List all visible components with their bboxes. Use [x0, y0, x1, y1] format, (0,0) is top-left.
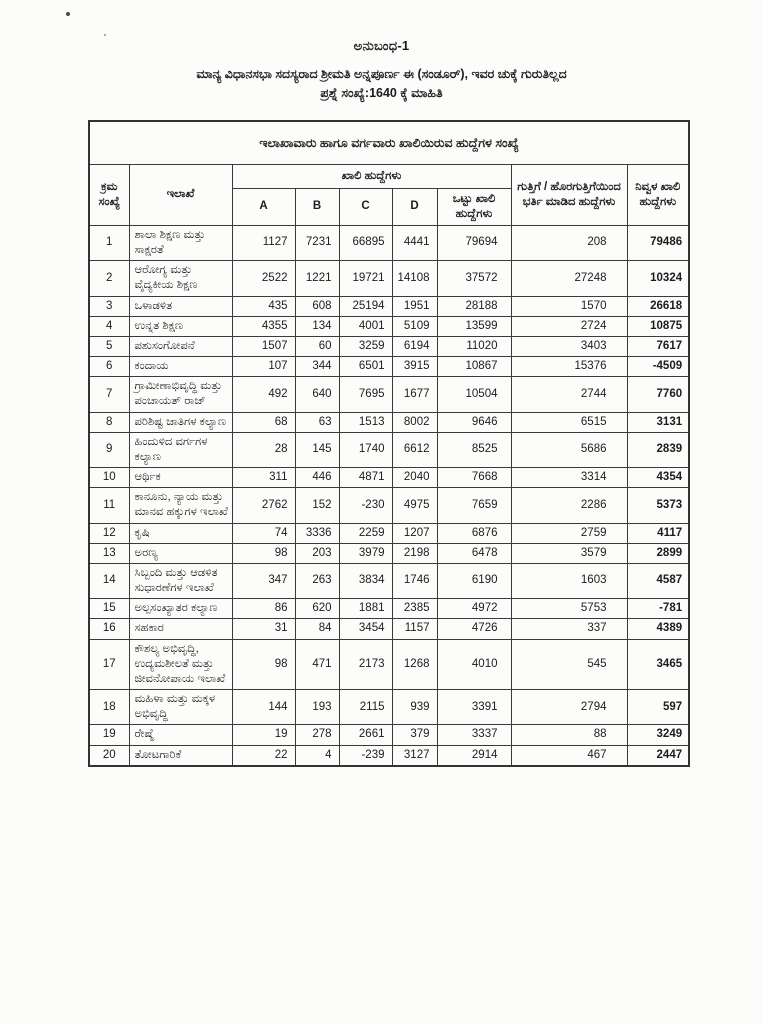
cell-total-vacant: 8525	[437, 432, 511, 467]
cell-group-d: 2385	[392, 599, 437, 619]
cell-group-b: 1221	[295, 261, 339, 296]
cell-contract-filled: 337	[511, 619, 627, 639]
cell-group-c: 3454	[339, 619, 392, 639]
cell-group-c: 1881	[339, 599, 392, 619]
cell-department: ಕೃಷಿ	[129, 523, 232, 543]
table-row	[89, 488, 689, 523]
cell-total-vacant: 4010	[437, 639, 511, 690]
cell-group-b: 152	[295, 488, 339, 523]
cell-group-d: 939	[392, 690, 437, 725]
cell-serial: 5	[89, 336, 129, 356]
cell-group-d: 1268	[392, 639, 437, 690]
cell-group-b: 134	[295, 316, 339, 336]
cell-net-vacant: 4354	[627, 468, 689, 488]
cell-contract-filled: 3579	[511, 543, 627, 563]
cell-group-b: 63	[295, 412, 339, 432]
cell-group-c: -239	[339, 745, 392, 766]
vacancy-table-container	[88, 120, 763, 767]
cell-group-c: 2115	[339, 690, 392, 725]
cell-group-b: 4	[295, 745, 339, 766]
table-row	[89, 725, 689, 745]
table-row	[89, 225, 689, 260]
cell-group-a: 1127	[232, 225, 295, 260]
cell-group-b: 263	[295, 563, 339, 598]
cell-contract-filled: 5753	[511, 599, 627, 619]
cell-department: ಕಂದಾಯ	[129, 357, 232, 377]
cell-net-vacant: -4509	[627, 357, 689, 377]
table-row	[89, 296, 689, 316]
cell-group-c: 4001	[339, 316, 392, 336]
cell-group-a: 311	[232, 468, 295, 488]
cell-group-b: 640	[295, 377, 339, 412]
cell-net-vacant: 3249	[627, 725, 689, 745]
cell-net-vacant: 2447	[627, 745, 689, 766]
cell-serial: 12	[89, 523, 129, 543]
cell-department: ಅಲ್ಪಸಂಖ್ಯಾತರ ಕಲ್ಯಾಣ	[129, 599, 232, 619]
cell-department: ಆರೋಗ್ಯ ಮತ್ತು ವೈದ್ಯಕೀಯ ಶಿಕ್ಷಣ	[129, 261, 232, 296]
cell-group-a: 28	[232, 432, 295, 467]
header-serial: ಕ್ರಮ ಸಂಖ್ಯೆ	[89, 165, 129, 226]
cell-net-vacant: 2899	[627, 543, 689, 563]
cell-group-b: 145	[295, 432, 339, 467]
cell-contract-filled: 467	[511, 745, 627, 766]
cell-department: ಹಿಂದುಳಿದ ವರ್ಗಗಳ ಕಲ್ಯಾಣ	[129, 432, 232, 467]
cell-group-a: 435	[232, 296, 295, 316]
cell-total-vacant: 28188	[437, 296, 511, 316]
cell-total-vacant: 11020	[437, 336, 511, 356]
cell-total-vacant: 10504	[437, 377, 511, 412]
table-row	[89, 563, 689, 598]
cell-contract-filled: 2759	[511, 523, 627, 543]
cell-group-a: 74	[232, 523, 295, 543]
table-caption: ಇಲಾಖಾವಾರು ಹಾಗೂ ವರ್ಗವಾರು ಖಾಲಿಯಿರುವ ಹುದ್ದೆಗಳ ಸಂಖ್ಯೆ	[89, 121, 689, 165]
cell-contract-filled: 2744	[511, 377, 627, 412]
cell-total-vacant: 4726	[437, 619, 511, 639]
cell-department: ಮಹಿಳಾ ಮತ್ತು ಮಕ್ಕಳ ಅಭಿವೃದ್ಧಿ	[129, 690, 232, 725]
cell-serial: 10	[89, 468, 129, 488]
cell-contract-filled: 2794	[511, 690, 627, 725]
cell-total-vacant: 37572	[437, 261, 511, 296]
cell-serial: 19	[89, 725, 129, 745]
table-row	[89, 336, 689, 356]
table-row	[89, 523, 689, 543]
cell-group-d: 2198	[392, 543, 437, 563]
cell-contract-filled: 5686	[511, 432, 627, 467]
cell-serial: 9	[89, 432, 129, 467]
table-row	[89, 745, 689, 766]
table-row	[89, 261, 689, 296]
cell-department: ಪರಿಶಿಷ್ಟ ಜಾತಿಗಳ ಕಲ್ಯಾಣ	[129, 412, 232, 432]
cell-group-d: 6194	[392, 336, 437, 356]
cell-group-d: 1746	[392, 563, 437, 598]
cell-net-vacant: 7760	[627, 377, 689, 412]
cell-serial: 20	[89, 745, 129, 766]
cell-group-a: 86	[232, 599, 295, 619]
cell-net-vacant: 597	[627, 690, 689, 725]
cell-serial: 6	[89, 357, 129, 377]
cell-group-b: 60	[295, 336, 339, 356]
cell-net-vacant: 4587	[627, 563, 689, 598]
cell-group-c: 19721	[339, 261, 392, 296]
cell-net-vacant: -781	[627, 599, 689, 619]
cell-contract-filled: 3403	[511, 336, 627, 356]
cell-group-d: 3127	[392, 745, 437, 766]
cell-group-a: 1507	[232, 336, 295, 356]
cell-serial: 18	[89, 690, 129, 725]
cell-net-vacant: 7617	[627, 336, 689, 356]
cell-department: ಕೌಶಲ್ಯ ಅಭಿವೃದ್ಧಿ, ಉದ್ಯಮಶೀಲತೆ ಮತ್ತು ಜೀವನೋಪಾಯ ಇಲಾಖೆ	[129, 639, 232, 690]
cell-group-b: 608	[295, 296, 339, 316]
table-caption-row	[89, 121, 689, 165]
cell-group-c: 2173	[339, 639, 392, 690]
cell-contract-filled: 2286	[511, 488, 627, 523]
cell-group-b: 278	[295, 725, 339, 745]
cell-group-c: 25194	[339, 296, 392, 316]
table-row	[89, 543, 689, 563]
subtitle-line-1: ಮಾನ್ಯ ವಿಧಾನಸಭಾ ಸದಸ್ಯರಾದ ಶ್ರೀಮತಿ ಅನ್ನಪೂರ್ಣ ಈ (ಸಂಡೂರ್), ಇವರ ಚುಕ್ಕೆ ಗುರುತಿಲ್ಲದ	[196, 67, 567, 81]
cell-department: ರೇಷ್ಮೆ	[129, 725, 232, 745]
table-row	[89, 619, 689, 639]
cell-group-b: 471	[295, 639, 339, 690]
cell-serial: 11	[89, 488, 129, 523]
header-vacant-group: ಖಾಲಿ ಹುದ್ದೆಗಳು	[232, 165, 511, 189]
cell-group-a: 2522	[232, 261, 295, 296]
cell-net-vacant: 10875	[627, 316, 689, 336]
cell-group-d: 1951	[392, 296, 437, 316]
cell-group-a: 2762	[232, 488, 295, 523]
cell-net-vacant: 4117	[627, 523, 689, 543]
cell-total-vacant: 7668	[437, 468, 511, 488]
header-department: ಇಲಾಖೆ	[129, 165, 232, 226]
cell-department: ತೋಟಗಾರಿಕೆ	[129, 745, 232, 766]
cell-net-vacant: 10324	[627, 261, 689, 296]
cell-group-d: 4441	[392, 225, 437, 260]
cell-group-c: 4871	[339, 468, 392, 488]
cell-department: ಸಿಬ್ಬಂದಿ ಮತ್ತು ಆಡಳಿತ ಸುಧಾರಣೆಗಳ ಇಲಾಖೆ	[129, 563, 232, 598]
cell-department: ಕಾನೂನು, ನ್ಯಾಯ ಮತ್ತು ಮಾನವ ಹಕ್ಕುಗಳ ಇಲಾಖೆ	[129, 488, 232, 523]
cell-group-d: 6612	[392, 432, 437, 467]
cell-department: ಗ್ರಾಮೀಣಾಭಿವೃದ್ಧಿ ಮತ್ತು ಪಂಚಾಯತ್ ರಾಜ್	[129, 377, 232, 412]
cell-department: ಶಾಲಾ ಶಿಕ್ಷಣ ಮತ್ತು ಸಾಕ್ಷರತೆ	[129, 225, 232, 260]
cell-group-b: 344	[295, 357, 339, 377]
cell-group-d: 379	[392, 725, 437, 745]
header-col-b: B	[295, 188, 339, 225]
cell-contract-filled: 88	[511, 725, 627, 745]
cell-total-vacant: 79694	[437, 225, 511, 260]
table-row	[89, 432, 689, 467]
cell-total-vacant: 10867	[437, 357, 511, 377]
cell-group-d: 14108	[392, 261, 437, 296]
cell-contract-filled: 1603	[511, 563, 627, 598]
cell-department: ಆರ್ಥಿಕ	[129, 468, 232, 488]
cell-serial: 2	[89, 261, 129, 296]
cell-group-c: 66895	[339, 225, 392, 260]
cell-department: ಅರಣ್ಯ	[129, 543, 232, 563]
cell-group-b: 203	[295, 543, 339, 563]
cell-net-vacant: 2839	[627, 432, 689, 467]
cell-group-a: 144	[232, 690, 295, 725]
header-col-a: A	[232, 188, 295, 225]
cell-department: ಒಳಾಡಳಿತ	[129, 296, 232, 316]
table-row	[89, 377, 689, 412]
cell-total-vacant: 2914	[437, 745, 511, 766]
cell-net-vacant: 5373	[627, 488, 689, 523]
scan-speck	[66, 12, 70, 16]
cell-group-d: 8002	[392, 412, 437, 432]
cell-total-vacant: 3391	[437, 690, 511, 725]
cell-group-a: 98	[232, 639, 295, 690]
cell-group-b: 193	[295, 690, 339, 725]
cell-contract-filled: 208	[511, 225, 627, 260]
cell-group-b: 446	[295, 468, 339, 488]
cell-group-d: 1677	[392, 377, 437, 412]
table-row	[89, 357, 689, 377]
table-row	[89, 468, 689, 488]
cell-group-c: 3979	[339, 543, 392, 563]
table-row	[89, 690, 689, 725]
page-title: ಅನುಬಂಧ-1	[353, 38, 410, 53]
cell-department: ಉನ್ನತ ಶಿಕ್ಷಣ	[129, 316, 232, 336]
table-row	[89, 599, 689, 619]
cell-group-c: 3259	[339, 336, 392, 356]
subtitle-line-2: ಪ್ರಶ್ನೆ ಸಂಖ್ಯೆ:1640 ಕ್ಕೆ ಮಾಹಿತಿ	[320, 86, 443, 101]
header-col-c: C	[339, 188, 392, 225]
cell-group-a: 68	[232, 412, 295, 432]
cell-serial: 3	[89, 296, 129, 316]
cell-contract-filled: 545	[511, 639, 627, 690]
cell-net-vacant: 3131	[627, 412, 689, 432]
scan-speck	[104, 34, 106, 36]
cell-contract-filled: 27248	[511, 261, 627, 296]
cell-contract-filled: 1570	[511, 296, 627, 316]
cell-net-vacant: 26618	[627, 296, 689, 316]
cell-total-vacant: 4972	[437, 599, 511, 619]
header-col-d: D	[392, 188, 437, 225]
cell-group-c: 6501	[339, 357, 392, 377]
vacancy-table	[88, 120, 690, 767]
cell-group-b: 7231	[295, 225, 339, 260]
cell-serial: 17	[89, 639, 129, 690]
header-contract: ಗುತ್ತಿಗೆ / ಹೊರಗುತ್ತಿಗೆಯಿಂದ ಭರ್ತಿ ಮಾಡಿದ ಹುದ್ದೆಗಳು	[511, 165, 627, 226]
cell-total-vacant: 6876	[437, 523, 511, 543]
cell-group-c: 7695	[339, 377, 392, 412]
cell-total-vacant: 13599	[437, 316, 511, 336]
cell-serial: 7	[89, 377, 129, 412]
table-row	[89, 639, 689, 690]
table-row	[89, 316, 689, 336]
cell-group-d: 1157	[392, 619, 437, 639]
cell-group-a: 22	[232, 745, 295, 766]
cell-group-c: 1513	[339, 412, 392, 432]
cell-group-c: 1740	[339, 432, 392, 467]
cell-group-a: 98	[232, 543, 295, 563]
cell-total-vacant: 9646	[437, 412, 511, 432]
table-header-row-1	[89, 165, 689, 189]
table-body	[89, 225, 689, 765]
cell-serial: 1	[89, 225, 129, 260]
header-net: ನಿವ್ವಳ ಖಾಲಿ ಹುದ್ದೆಗಳು	[627, 165, 689, 226]
cell-group-d: 5109	[392, 316, 437, 336]
cell-group-b: 620	[295, 599, 339, 619]
cell-group-d: 3915	[392, 357, 437, 377]
cell-net-vacant: 4389	[627, 619, 689, 639]
cell-serial: 14	[89, 563, 129, 598]
cell-department: ಸಹಕಾರ	[129, 619, 232, 639]
cell-contract-filled: 6515	[511, 412, 627, 432]
document-header	[0, 0, 763, 104]
cell-serial: 16	[89, 619, 129, 639]
table-row	[89, 412, 689, 432]
cell-group-a: 347	[232, 563, 295, 598]
cell-group-d: 2040	[392, 468, 437, 488]
cell-net-vacant: 3465	[627, 639, 689, 690]
cell-serial: 13	[89, 543, 129, 563]
cell-total-vacant: 6478	[437, 543, 511, 563]
document-subtitle	[0, 65, 763, 104]
header-total: ಒಟ್ಟು ಖಾಲಿ ಹುದ್ದೆಗಳು	[437, 188, 511, 225]
cell-contract-filled: 15376	[511, 357, 627, 377]
cell-total-vacant: 7659	[437, 488, 511, 523]
cell-serial: 15	[89, 599, 129, 619]
cell-total-vacant: 6190	[437, 563, 511, 598]
cell-group-a: 19	[232, 725, 295, 745]
cell-group-a: 4355	[232, 316, 295, 336]
cell-group-c: 2259	[339, 523, 392, 543]
cell-group-b: 84	[295, 619, 339, 639]
cell-contract-filled: 2724	[511, 316, 627, 336]
cell-group-a: 107	[232, 357, 295, 377]
cell-net-vacant: 79486	[627, 225, 689, 260]
cell-group-c: 2661	[339, 725, 392, 745]
cell-group-d: 1207	[392, 523, 437, 543]
cell-group-c: 3834	[339, 563, 392, 598]
cell-group-d: 4975	[392, 488, 437, 523]
cell-department: ಪಶುಸಂಗೋಪನೆ	[129, 336, 232, 356]
cell-group-b: 3336	[295, 523, 339, 543]
cell-group-c: -230	[339, 488, 392, 523]
cell-group-a: 492	[232, 377, 295, 412]
cell-group-a: 31	[232, 619, 295, 639]
cell-serial: 8	[89, 412, 129, 432]
cell-total-vacant: 3337	[437, 725, 511, 745]
cell-contract-filled: 3314	[511, 468, 627, 488]
cell-serial: 4	[89, 316, 129, 336]
